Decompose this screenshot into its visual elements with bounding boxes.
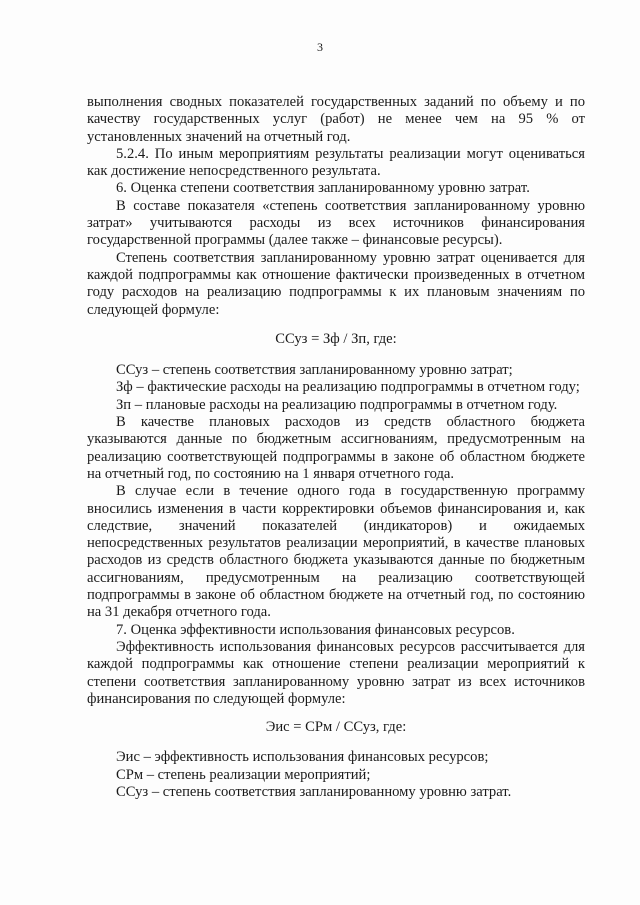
definition-ssuz-2: ССуз – степень соответствия запланированному уровню затрат. <box>116 783 512 800</box>
paragraph-cost-compliance: Степень соответствия запланированному уровню затрат оценивается для каждой подпрограммы как отношение фактически произведенных в отчетном году расходов на реализацию подпрограммы к их плановым значениям по следующей формуле: <box>87 249 585 318</box>
section-6-heading: 6. Оценка степени соответствия запланированному уровню затрат. <box>116 180 530 197</box>
paragraph-continuation: выполнения сводных показателей государственных заданий по объему и по качеству государственных услуг (работ) не менее чем на 95 % от установленных значений на отчетный год. <box>87 94 585 145</box>
formula-ssuz: ССуз = Зф / Зп, где: <box>275 330 397 347</box>
paragraph-5-2-4: 5.2.4. По иным мероприятиям результаты реализации могут оцениваться как достижение непосредственного результата. <box>87 145 585 180</box>
paragraph-cost-indicator: В составе показателя «степень соответствия запланированному уровню затрат» учитываются расходы из всех источников финансирования государственной программы (далее также – финансовые ресурсы). <box>87 197 585 249</box>
formula-eis: Эис = СРм / ССуз, где: <box>265 719 407 736</box>
definition-eis: Эис – эффективность использования финансовых ресурсов; <box>116 749 489 766</box>
page-number: 3 <box>317 40 323 54</box>
document-body <box>87 94 585 801</box>
definition-zf: Зф – фактические расходы на реализацию подпрограммы в отчетном году; <box>116 379 580 396</box>
definition-ssuz: ССуз – степень соответствия запланированному уровню затрат; <box>116 362 513 379</box>
paragraph-planned-expenses: В качестве плановых расходов из средств областного бюджета указываются данные по бюджетным ассигнованиям, предусмотренным на реализацию соответствующей подпрограммы в законе об областном бюджете на отчетный год, по состоянию на 1 января отчетного года. <box>87 414 585 482</box>
paragraph-program-changes: В случае если в течение одного года в государственную программу вносились изменения в части корректировки объемов финансирования и, как следствие, значений показателей (индикаторов) и ожидаемых непосредственных результатов реализации мероприятий, в качестве плановых расходов из средств областного бюджета указываются данные по бюджетным ассигнованиям, предусмотренным на реализацию соответствующей подпрограммы в законе об областном бюджете на отчетный год, по состоянию на 31 декабря отчетного года. <box>87 483 585 621</box>
definition-srm: СРм – степень реализации мероприятий; <box>116 766 371 783</box>
section-7-heading: 7. Оценка эффективности использования финансовых ресурсов. <box>116 621 515 638</box>
definition-zp: Зп – плановые расходы на реализацию подпрограммы в отчетном году. <box>116 396 558 413</box>
paragraph-efficiency: Эффективность использования финансовых ресурсов рассчитывается для каждой подпрограммы как отношение степени реализации мероприятий к степени соответствия запланированному уровню затрат из всех источников финансирования по следующей формуле: <box>87 638 585 707</box>
